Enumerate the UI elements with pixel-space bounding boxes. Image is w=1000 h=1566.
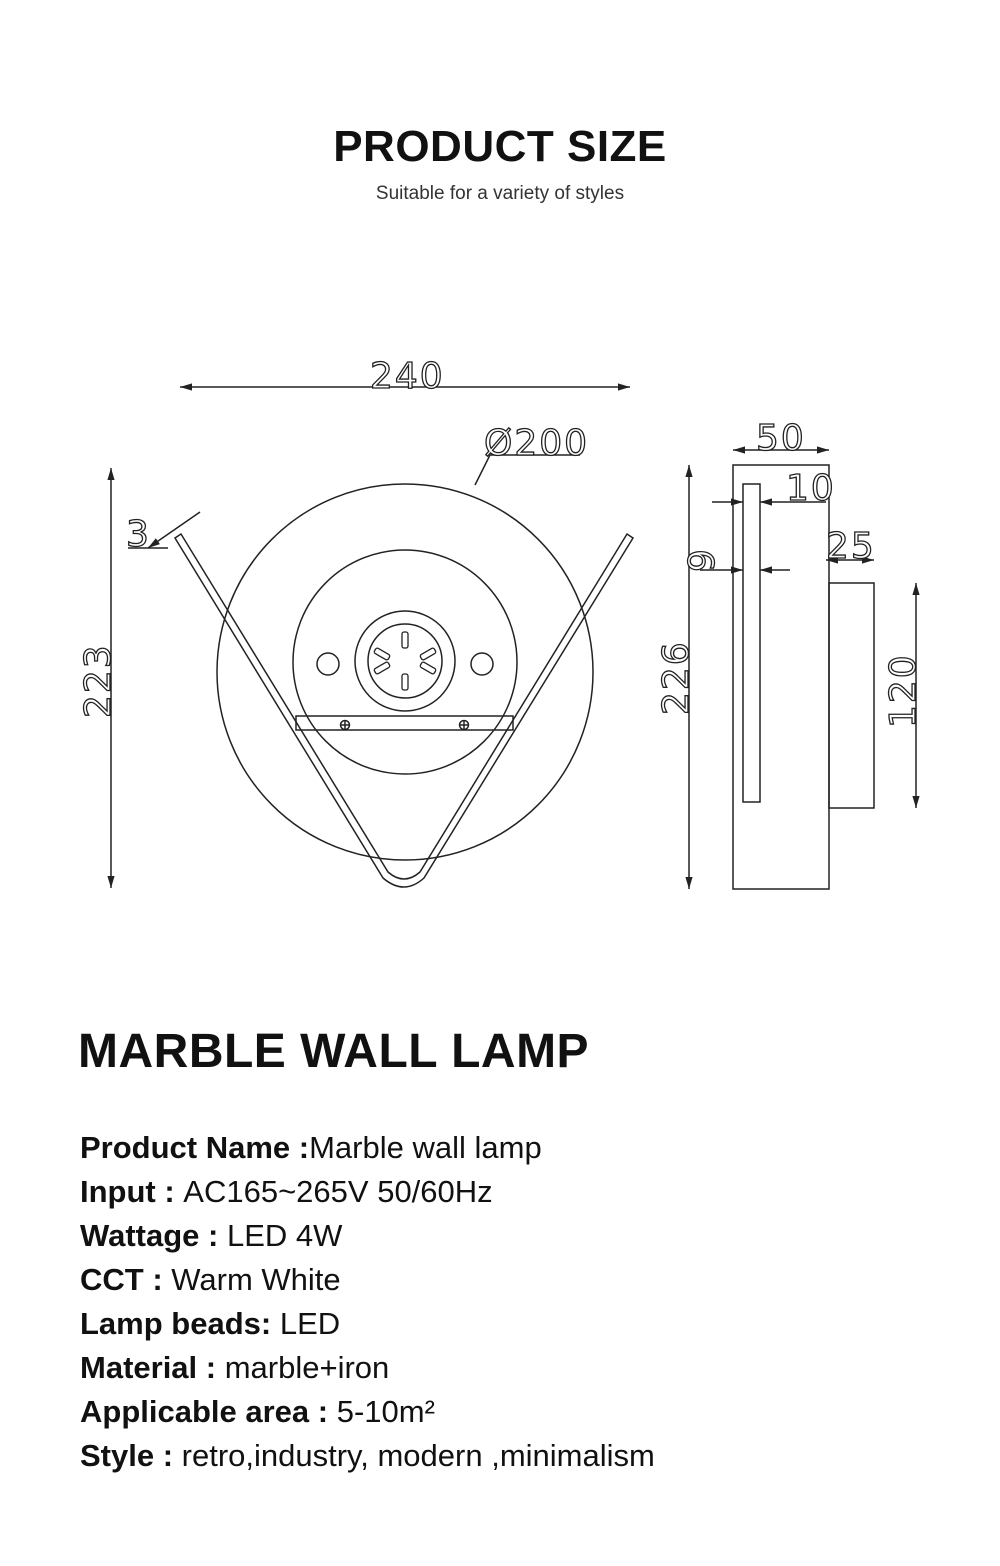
- side-view: [689, 450, 916, 889]
- spec-label: Product Name :: [80, 1130, 310, 1165]
- spec-row: [80, 1302, 980, 1346]
- led-cap-outer: [355, 611, 455, 711]
- led-slots: [374, 632, 437, 690]
- spec-row: [80, 1434, 980, 1478]
- side-shade: [829, 583, 874, 808]
- spec-label: Material :: [80, 1350, 225, 1385]
- right-hole: [471, 653, 493, 675]
- marble-disk: [217, 484, 593, 860]
- page-subtitle: Suitable for a variety of styles: [375, 183, 625, 204]
- shade-depth-label: 25: [826, 526, 876, 567]
- spec-label: Wattage :: [80, 1218, 227, 1253]
- depth-label: 50: [756, 418, 806, 459]
- spec-row: [80, 1258, 980, 1302]
- plate-offset-label: 10: [786, 468, 836, 509]
- spec-label: CCT :: [80, 1262, 172, 1297]
- spec-row: [80, 1346, 980, 1390]
- spec-row: [80, 1170, 980, 1214]
- spec-label: Style :: [80, 1438, 182, 1473]
- spec-label: Input :: [80, 1174, 184, 1209]
- front-height-label: 223: [78, 643, 119, 718]
- left-hole: [317, 653, 339, 675]
- technical-drawing: [0, 330, 1000, 930]
- side-plate: [743, 484, 760, 802]
- spec-value: retro,industry, modern ,minimalism: [181, 1438, 655, 1473]
- width-label: 240: [370, 356, 445, 397]
- page-title: PRODUCT SIZE: [333, 122, 667, 171]
- spec-label: Applicable area :: [80, 1394, 337, 1429]
- spec-row: [80, 1214, 980, 1258]
- spec-value: LED: [279, 1306, 341, 1341]
- rod-label: 3: [126, 514, 151, 555]
- spec-value: AC165~265V 50/60Hz: [183, 1174, 493, 1209]
- spec-label: Lamp beads:: [80, 1306, 280, 1341]
- spec-row: [80, 1126, 980, 1170]
- mounting-bar: [296, 716, 513, 730]
- side-height-label: 226: [656, 640, 697, 715]
- spec-row: [80, 1390, 980, 1434]
- spec-value: Warm White: [171, 1262, 341, 1297]
- diameter-label: Ø200: [484, 423, 590, 464]
- plate-thickness-label: 9: [682, 547, 723, 572]
- shade-height-label: 120: [883, 653, 924, 728]
- spec-value: Marble wall lamp: [309, 1130, 542, 1165]
- spec-value: marble+iron: [224, 1350, 390, 1385]
- spec-list: [80, 1126, 980, 1478]
- product-heading: MARBLE WALL LAMP: [78, 1025, 590, 1078]
- led-cap-inner: [368, 624, 442, 698]
- inner-ring: [293, 550, 517, 774]
- side-body: [733, 465, 829, 889]
- spec-value: 5-10m²: [336, 1394, 435, 1429]
- spec-value: LED 4W: [226, 1218, 343, 1253]
